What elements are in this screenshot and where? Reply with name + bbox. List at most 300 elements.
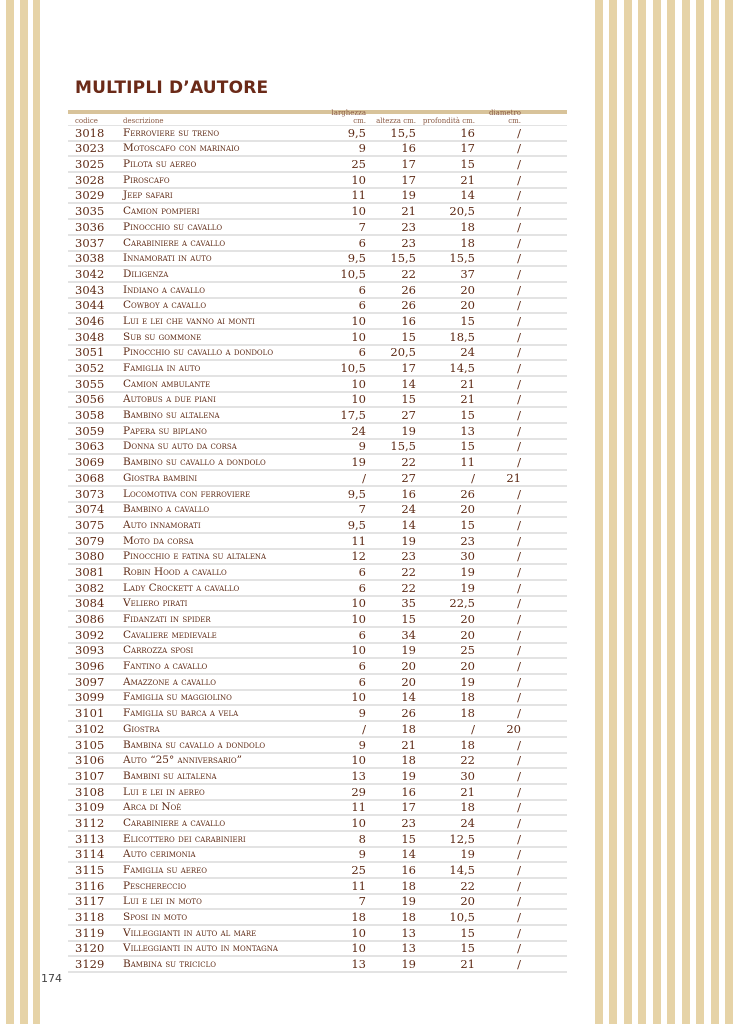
row-height: 14 (401, 517, 416, 532)
row-code: 3028 (75, 172, 105, 187)
row-height: 18 (401, 910, 416, 925)
row-height: 15 (401, 392, 416, 407)
row-code: 3058 (75, 408, 105, 423)
row-width: 13 (351, 957, 366, 972)
row-code: 3097 (75, 674, 105, 689)
row-depth: 21 (460, 957, 475, 972)
table-row (68, 785, 567, 801)
row-code: 3036 (75, 219, 105, 234)
row-diameter: / (517, 863, 521, 877)
row-height: 15,5 (390, 251, 416, 266)
row-description: Locomotiva con ferroviere (123, 487, 251, 500)
row-width: 6 (358, 659, 366, 674)
table-row (68, 565, 567, 581)
row-width: 13 (351, 768, 366, 783)
row-height: 19 (401, 423, 416, 438)
table-row (68, 126, 567, 142)
row-description: Auto “25° anniversario” (123, 754, 243, 767)
row-width: 19 (351, 455, 366, 470)
row-height: 19 (401, 894, 416, 909)
row-diameter: / (517, 768, 521, 783)
row-depth: 15,5 (449, 251, 475, 266)
row-code: 3114 (75, 847, 105, 862)
row-diameter: / (517, 361, 521, 375)
page-number: 174 (41, 972, 62, 985)
row-code: 3073 (75, 486, 105, 501)
row-height: 20 (401, 674, 416, 689)
row-code: 3042 (75, 266, 105, 281)
row-width: 6 (358, 345, 366, 360)
row-depth: 21 (460, 392, 475, 407)
row-height: 16 (401, 486, 416, 501)
header-width: larghezza cm. (331, 109, 366, 125)
row-depth: 15 (460, 439, 475, 454)
row-depth: 18 (460, 800, 475, 815)
row-depth: 10,5 (449, 910, 475, 925)
row-description: Robin Hood a cavallo (123, 565, 227, 578)
row-description: Lui e lei in moto (123, 895, 202, 908)
table-row (68, 706, 567, 722)
row-width: 8 (358, 831, 366, 846)
table-row (68, 942, 567, 958)
table-row (68, 581, 567, 597)
row-code: 3084 (75, 596, 105, 611)
row-width: 9 (358, 141, 366, 156)
row-diameter: / (517, 392, 521, 407)
row-code: 3018 (75, 125, 105, 140)
row-description: Famiglia su aereo (123, 864, 207, 876)
row-width: 10 (351, 941, 366, 956)
row-depth: 18 (460, 737, 475, 752)
row-depth: 24 (460, 815, 475, 830)
row-diameter: / (517, 376, 521, 391)
row-code: 3025 (75, 157, 105, 172)
row-diameter: / (517, 753, 521, 768)
row-depth: 25 (460, 643, 475, 658)
row-height: 15,5 (390, 125, 416, 140)
row-depth: / (471, 470, 475, 485)
row-width: 17,5 (340, 408, 366, 423)
row-height: 26 (401, 282, 416, 297)
row-width: 7 (358, 219, 366, 234)
row-depth: 20 (460, 502, 475, 517)
row-diameter: / (517, 612, 521, 626)
row-code: 3074 (75, 502, 105, 517)
row-height: 16 (401, 784, 416, 799)
row-code: 3086 (75, 612, 105, 626)
row-diameter: / (517, 204, 521, 219)
row-description: Pilota su aereo (123, 158, 197, 171)
table-row (68, 597, 567, 613)
row-code: 3115 (75, 863, 105, 877)
table-row (68, 361, 567, 377)
row-diameter: / (517, 800, 521, 815)
row-description: Bambino su cavallo a dondolo (123, 456, 266, 469)
row-description: Jeep safari (123, 189, 173, 202)
row-depth: 17 (460, 141, 475, 156)
row-description: Villeggianti in auto in montagna (123, 942, 278, 955)
row-depth: 20 (460, 659, 475, 674)
row-height: 27 (401, 408, 416, 423)
row-depth: 14,5 (449, 361, 475, 375)
row-depth: 15 (460, 313, 475, 328)
row-width: 9,5 (347, 251, 366, 266)
row-code: 3052 (75, 361, 105, 375)
row-depth: / (471, 721, 475, 736)
table-row (68, 267, 567, 283)
row-depth: 20 (460, 612, 475, 626)
row-code: 3112 (75, 815, 105, 830)
row-depth: 13 (460, 423, 475, 438)
table-row (68, 628, 567, 644)
row-depth: 21 (460, 376, 475, 391)
row-width: 24 (351, 423, 366, 438)
row-diameter: / (517, 580, 521, 595)
row-diameter: / (517, 878, 521, 893)
row-diameter: / (517, 517, 521, 532)
row-code: 3043 (75, 282, 105, 297)
header-diameter: diametro cm. (488, 109, 521, 125)
row-depth: 20,5 (449, 204, 475, 219)
row-diameter: / (517, 439, 521, 454)
row-depth: 21 (460, 784, 475, 799)
row-height: 16 (401, 863, 416, 877)
row-width: 9 (358, 439, 366, 454)
row-height: 23 (401, 549, 416, 564)
row-description: Piroscafo (123, 173, 170, 186)
table-row (68, 503, 567, 519)
row-code: 3056 (75, 392, 105, 407)
row-diameter: / (517, 251, 521, 266)
row-width: 6 (358, 282, 366, 297)
row-depth: 30 (460, 768, 475, 783)
row-width: 10 (351, 690, 366, 705)
row-diameter: / (517, 423, 521, 438)
row-diameter: / (517, 627, 521, 642)
row-diameter: / (517, 941, 521, 956)
table-row (68, 832, 567, 848)
row-diameter: / (517, 282, 521, 297)
row-description: Elicottero dei carabinieri (123, 832, 246, 845)
row-depth: 18,5 (449, 329, 475, 344)
row-height: 17 (401, 157, 416, 172)
row-code: 3069 (75, 455, 105, 470)
table-row (68, 659, 567, 675)
row-width: 7 (358, 894, 366, 909)
row-width: 9,5 (347, 517, 366, 532)
row-height: 26 (401, 706, 416, 721)
row-depth: 18 (460, 235, 475, 250)
row-height: 19 (401, 533, 416, 548)
row-width: 9 (358, 737, 366, 752)
row-description: Camion ambulante (123, 377, 211, 390)
row-height: 16 (401, 141, 416, 156)
row-diameter: / (517, 815, 521, 830)
row-description: Peschereccio (123, 879, 187, 892)
row-height: 19 (401, 768, 416, 783)
row-code: 3109 (75, 800, 105, 815)
row-depth: 20 (460, 627, 475, 642)
table-row (68, 393, 567, 409)
row-diameter: / (517, 596, 521, 611)
row-diameter: / (517, 533, 521, 548)
row-diameter: / (517, 329, 521, 344)
row-description: Famiglia su barca a vela (123, 707, 239, 720)
row-height: 14 (401, 376, 416, 391)
row-height: 20 (401, 659, 416, 674)
row-code: 3116 (75, 878, 105, 893)
row-diameter: / (517, 690, 521, 705)
row-width: / (362, 470, 366, 485)
row-description: Sub su gommone (123, 330, 202, 343)
row-height: 17 (401, 800, 416, 815)
row-diameter: / (517, 345, 521, 360)
row-width: 11 (351, 188, 366, 203)
row-code: 3063 (75, 439, 105, 454)
row-height: 18 (401, 721, 416, 736)
row-width: 10 (351, 612, 366, 626)
row-description: Indiano a cavallo (123, 283, 206, 296)
row-height: 24 (401, 502, 416, 517)
row-code: 3081 (75, 564, 105, 579)
row-width: 12 (351, 549, 366, 564)
row-depth: 15 (460, 517, 475, 532)
row-description: Innamorati in auto (123, 252, 212, 265)
row-depth: 14,5 (449, 863, 475, 877)
row-description: Autobus a due piani (123, 393, 216, 406)
row-height: 21 (401, 204, 416, 219)
row-height: 22 (401, 564, 416, 579)
row-description: Moto da corsa (123, 534, 194, 547)
row-code: 3038 (75, 251, 105, 266)
row-diameter: 20 (506, 721, 521, 736)
row-diameter: / (517, 957, 521, 972)
table-row (68, 455, 567, 471)
row-depth: 19 (460, 674, 475, 689)
row-height: 23 (401, 815, 416, 830)
row-width: 11 (351, 533, 366, 548)
row-description: Villeggianti in auto al mare (123, 926, 257, 939)
row-description: Bambino a cavallo (123, 503, 210, 516)
row-description: Auto cerimonia (123, 848, 196, 861)
row-diameter: / (517, 157, 521, 172)
row-code: 3117 (75, 894, 105, 909)
row-code: 3093 (75, 643, 105, 658)
table-row (68, 518, 567, 534)
row-code: 3107 (75, 768, 105, 783)
row-width: 25 (351, 863, 366, 877)
row-diameter: / (517, 847, 521, 862)
table-row (68, 722, 567, 738)
table-row (68, 675, 567, 691)
header-description: descrizione (123, 117, 164, 125)
table-row (68, 346, 567, 362)
row-code: 3082 (75, 580, 105, 595)
table-row (68, 189, 567, 205)
row-height: 14 (401, 847, 416, 862)
table-row (68, 863, 567, 879)
row-height: 16 (401, 313, 416, 328)
table-row (68, 534, 567, 550)
table-row (68, 283, 567, 299)
row-diameter: / (517, 266, 521, 281)
row-description: Donna su auto da corsa (123, 440, 237, 453)
table-row (68, 157, 567, 173)
row-description: Cowboy a cavallo (123, 299, 207, 312)
row-height: 22 (401, 266, 416, 281)
row-width: 6 (358, 674, 366, 689)
table-row (68, 299, 567, 315)
table-row (68, 910, 567, 926)
row-depth: 18 (460, 219, 475, 234)
row-description: Carabiniere a cavallo (123, 816, 226, 829)
row-depth: 15 (460, 941, 475, 956)
row-code: 3046 (75, 313, 105, 328)
row-code: 3129 (75, 957, 105, 972)
row-depth: 19 (460, 580, 475, 595)
row-code: 3048 (75, 329, 105, 344)
row-depth: 15 (460, 408, 475, 423)
table-row (68, 769, 567, 785)
row-width: 10 (351, 172, 366, 187)
row-height: 17 (401, 361, 416, 375)
row-code: 3113 (75, 831, 105, 846)
row-code: 3068 (75, 470, 105, 485)
row-height: 13 (401, 941, 416, 956)
row-height: 18 (401, 753, 416, 768)
row-depth: 24 (460, 345, 475, 360)
table-row (68, 848, 567, 864)
row-depth: 20 (460, 282, 475, 297)
table-row (68, 173, 567, 189)
row-description: Pinocchio su cavallo a dondolo (123, 346, 274, 359)
row-code: 3092 (75, 627, 105, 642)
row-code: 3044 (75, 298, 105, 313)
table-row (68, 377, 567, 393)
header-code: codice (75, 117, 98, 125)
row-description: Carrozza sposi (123, 644, 194, 657)
row-height: 14 (401, 690, 416, 705)
table-row (68, 895, 567, 911)
row-diameter: / (517, 706, 521, 721)
row-width: 11 (351, 800, 366, 815)
row-diameter: / (517, 910, 521, 925)
row-depth: 22,5 (449, 596, 475, 611)
row-code: 3102 (75, 721, 105, 736)
row-height: 26 (401, 298, 416, 313)
row-diameter: / (517, 925, 521, 940)
row-diameter: / (517, 455, 521, 470)
row-depth: 15 (460, 157, 475, 172)
row-depth: 15 (460, 925, 475, 940)
row-width: 10 (351, 815, 366, 830)
row-diameter: / (517, 188, 521, 203)
row-description: Giostra (123, 722, 160, 735)
row-depth: 22 (460, 753, 475, 768)
table-row (68, 471, 567, 487)
row-description: Bambino su altalena (123, 409, 220, 422)
row-width: 11 (351, 878, 366, 893)
row-diameter: / (517, 564, 521, 579)
row-height: 15 (401, 329, 416, 344)
row-description: Cavaliere medievale (123, 628, 217, 641)
row-diameter: 21 (506, 470, 521, 485)
row-description: Fidanzati in spider (123, 613, 211, 625)
row-height: 18 (401, 878, 416, 893)
table-row (68, 879, 567, 895)
page-title: MULTIPLI D’AUTORE (75, 78, 269, 98)
row-width: 10 (351, 643, 366, 658)
row-height: 22 (401, 455, 416, 470)
row-code: 3119 (75, 925, 105, 940)
row-width: 10 (351, 925, 366, 940)
row-height: 19 (401, 957, 416, 972)
table-row (68, 487, 567, 503)
row-code: 3035 (75, 204, 105, 219)
table-row (68, 926, 567, 942)
header-depth: profondità cm. (422, 117, 475, 125)
row-width: 25 (351, 157, 366, 172)
row-diameter: / (517, 298, 521, 313)
row-height: 34 (401, 627, 416, 642)
row-code: 3059 (75, 423, 105, 438)
right-decorative-stripes (588, 0, 734, 1024)
row-diameter: / (517, 549, 521, 564)
row-description: Lui e lei che vanno ai monti (123, 314, 255, 327)
row-diameter: / (517, 784, 521, 799)
row-code: 3037 (75, 235, 105, 250)
row-description: Famiglia in auto (123, 362, 201, 374)
table-row (68, 738, 567, 754)
row-height: 22 (401, 580, 416, 595)
row-height: 15 (401, 831, 416, 846)
row-depth: 22 (460, 878, 475, 893)
row-diameter: / (517, 219, 521, 234)
row-width: 10 (351, 596, 366, 611)
table-row (68, 550, 567, 566)
row-diameter: / (517, 502, 521, 517)
row-description: Giostra bambini (123, 471, 198, 484)
row-width: 10 (351, 329, 366, 344)
row-depth: 37 (460, 266, 475, 281)
row-depth: 30 (460, 549, 475, 564)
row-width: 9,5 (347, 486, 366, 501)
row-height: 17 (401, 172, 416, 187)
row-code: 3029 (75, 188, 105, 203)
row-depth: 26 (460, 486, 475, 501)
table-row (68, 204, 567, 220)
table-row (68, 440, 567, 456)
row-description: Diligenza (123, 267, 169, 280)
table-row (68, 314, 567, 330)
row-width: 6 (358, 580, 366, 595)
row-height: 21 (401, 737, 416, 752)
row-height: 15,5 (390, 439, 416, 454)
row-depth: 18 (460, 690, 475, 705)
row-description: Lui e lei in aereo (123, 785, 205, 798)
row-width: 6 (358, 627, 366, 642)
row-width: 6 (358, 564, 366, 579)
row-width: 10,5 (340, 361, 366, 375)
row-height: 19 (401, 643, 416, 658)
row-description: Famiglia su maggiolino (123, 691, 232, 704)
row-depth: 19 (460, 847, 475, 862)
row-depth: 16 (460, 125, 475, 140)
row-description: Papera su biplano (123, 424, 207, 437)
row-diameter: / (517, 674, 521, 689)
row-depth: 11 (460, 455, 475, 470)
row-width: 10 (351, 376, 366, 391)
